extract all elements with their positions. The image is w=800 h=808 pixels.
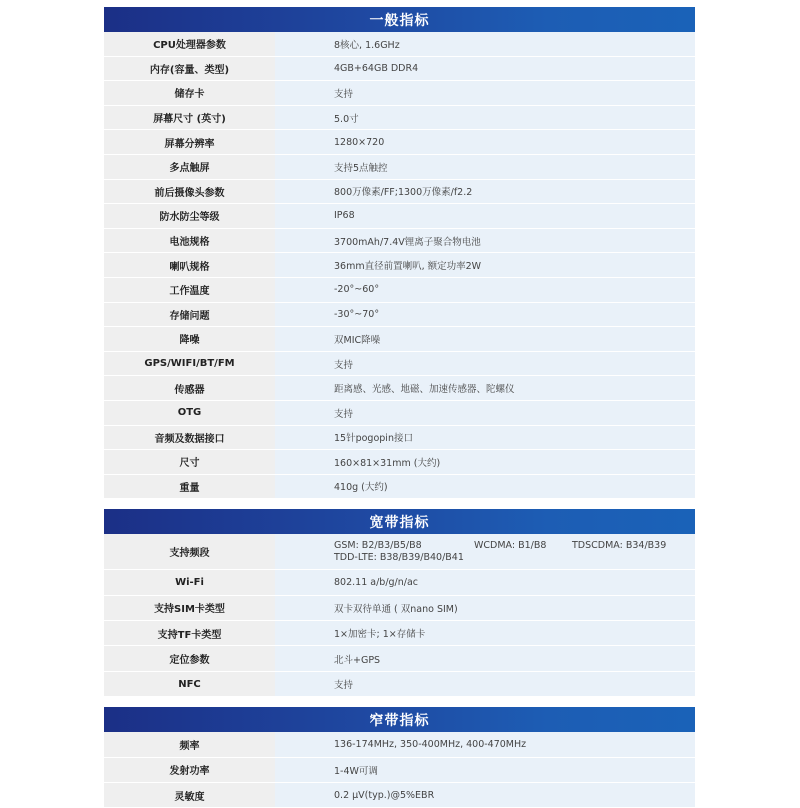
- spec-label: NFC: [104, 672, 275, 696]
- spec-value: 4GB+64GB DDR4: [275, 57, 695, 81]
- band-tddlte: TDD-LTE: B38/B39/B40/B41: [334, 552, 464, 564]
- narrowband-rows: [104, 732, 695, 808]
- spec-label: 屏幕尺寸 (英寸): [104, 106, 275, 130]
- table-row: [104, 57, 695, 82]
- band-grid: [334, 540, 682, 563]
- general-rows: [104, 32, 695, 499]
- spec-value: 1280×720: [275, 130, 695, 154]
- section-header-narrowband: 窄带指标: [104, 707, 695, 732]
- section-broadband: [104, 509, 695, 697]
- table-row: [104, 534, 695, 570]
- spec-value: 1-4W可调: [275, 758, 695, 782]
- table-row: [104, 426, 695, 451]
- spec-value: 支持5点触控: [275, 155, 695, 179]
- spec-label: 音频及数据接口: [104, 426, 275, 450]
- table-row: [104, 783, 695, 808]
- spec-label: 前后摄像头参数: [104, 180, 275, 204]
- table-row: [104, 450, 695, 475]
- spec-label: 屏幕分辨率: [104, 130, 275, 154]
- table-row: [104, 229, 695, 254]
- table-row: [104, 106, 695, 131]
- table-row: [104, 130, 695, 155]
- spec-label: 工作温度: [104, 278, 275, 302]
- table-row: [104, 180, 695, 205]
- band-value: [275, 534, 695, 569]
- spec-value: 136-174MHz, 350-400MHz, 400-470MHz: [275, 732, 695, 756]
- spec-value: 0.2 μV(typ.)@5%EBR: [275, 783, 695, 807]
- spec-label: 发射功率: [104, 758, 275, 782]
- table-row: [104, 376, 695, 401]
- spec-value: 支持: [275, 401, 695, 425]
- section-narrowband: [104, 707, 695, 808]
- table-row: [104, 32, 695, 57]
- table-row: [104, 155, 695, 180]
- spec-value: 5.0寸: [275, 106, 695, 130]
- spec-value: 410g (大约): [275, 475, 695, 499]
- broadband-rows: [104, 570, 695, 697]
- spec-value: 802.11 a/b/g/n/ac: [275, 570, 695, 594]
- spec-label: 频率: [104, 732, 275, 756]
- spec-sheet: [104, 7, 695, 808]
- table-row: [104, 621, 695, 646]
- spec-value: 8核心, 1.6GHz: [275, 32, 695, 56]
- section-general: [104, 7, 695, 499]
- table-row: [104, 81, 695, 106]
- spec-value: 1×加密卡; 1×存储卡: [275, 621, 695, 645]
- spec-label: 重量: [104, 475, 275, 499]
- table-row: [104, 278, 695, 303]
- table-row: [104, 475, 695, 500]
- spec-value: 支持: [275, 672, 695, 696]
- spec-label: 存储问题: [104, 303, 275, 327]
- spec-label: CPU处理器参数: [104, 32, 275, 56]
- table-row: [104, 570, 695, 595]
- spec-label: 尺寸: [104, 450, 275, 474]
- table-row: [104, 204, 695, 229]
- spec-value: -20°~60°: [275, 278, 695, 302]
- spec-label: OTG: [104, 401, 275, 425]
- spec-label: 支持频段: [104, 534, 275, 569]
- spec-label: 多点触屏: [104, 155, 275, 179]
- spec-value: 双卡双待单通 ( 双nano SIM): [275, 596, 695, 620]
- spec-value: -30°~70°: [275, 303, 695, 327]
- spec-value: 36mm直径前置喇叭, 额定功率2W: [275, 253, 695, 277]
- spec-value: 双MIC降噪: [275, 327, 695, 351]
- spec-value: IP68: [275, 204, 695, 228]
- band-tdscdma: TDSCDMA: B34/B39: [572, 540, 667, 552]
- spec-value: 3700mAh/7.4V锂离子聚合物电池: [275, 229, 695, 253]
- spec-value: 800万像素/FF;1300万像素/f2.2: [275, 180, 695, 204]
- table-row: [104, 646, 695, 671]
- spec-value: 160×81×31mm (大约): [275, 450, 695, 474]
- spec-value: 支持: [275, 352, 695, 376]
- table-row: [104, 327, 695, 352]
- spec-value: 15针pogopin接口: [275, 426, 695, 450]
- spec-label: 支持SIM卡类型: [104, 596, 275, 620]
- spec-label: 传感器: [104, 376, 275, 400]
- table-row: [104, 596, 695, 621]
- spec-value: 北斗+GPS: [275, 646, 695, 670]
- band-gsm: GSM: B2/B3/B5/B8: [334, 540, 422, 552]
- section-header-broadband: 宽带指标: [104, 509, 695, 534]
- table-row: [104, 352, 695, 377]
- spec-label: 支持TF卡类型: [104, 621, 275, 645]
- table-row: [104, 253, 695, 278]
- table-row: [104, 672, 695, 697]
- table-row: [104, 732, 695, 757]
- spec-label: Wi-Fi: [104, 570, 275, 594]
- spec-label: 防水防尘等级: [104, 204, 275, 228]
- spec-value: 距离感、光感、地磁、加速传感器、陀螺仪: [275, 376, 695, 400]
- table-row: [104, 303, 695, 328]
- spec-label: 电池规格: [104, 229, 275, 253]
- table-row: [104, 758, 695, 783]
- table-row: [104, 401, 695, 426]
- spec-label: 降噪: [104, 327, 275, 351]
- spec-label: 储存卡: [104, 81, 275, 105]
- spec-value: 支持: [275, 81, 695, 105]
- band-wcdma: WCDMA: B1/B8: [474, 540, 547, 552]
- spec-label: GPS/WIFI/BT/FM: [104, 352, 275, 376]
- spec-label: 喇叭规格: [104, 253, 275, 277]
- spec-label: 定位参数: [104, 646, 275, 670]
- spec-label: 灵敏度: [104, 783, 275, 807]
- section-header-general: 一般指标: [104, 7, 695, 32]
- spec-label: 内存(容量、类型): [104, 57, 275, 81]
